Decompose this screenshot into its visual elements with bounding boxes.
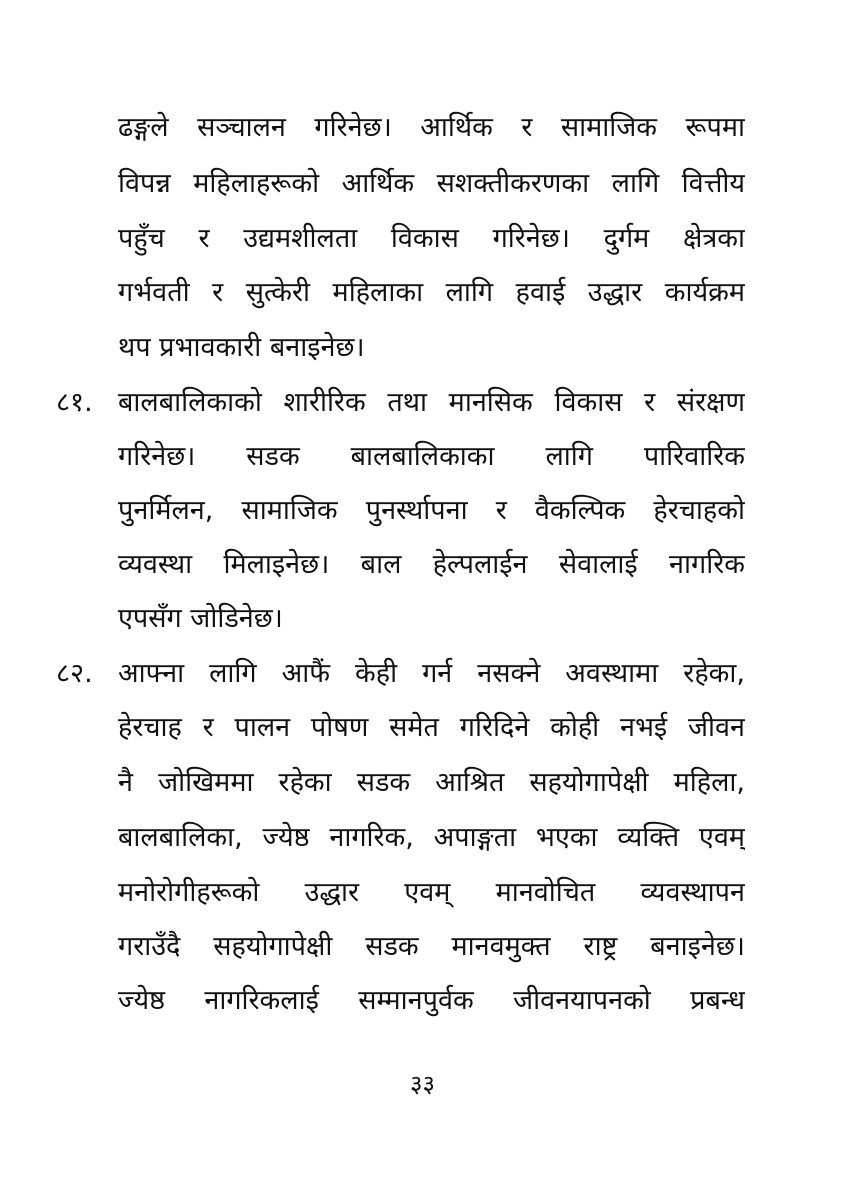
paragraph-number-82: ८२. bbox=[56, 658, 93, 689]
paragraph-81-line-2: गरिनेछ। सडक बालबालिकाका लागि पारिवारिक bbox=[118, 441, 745, 472]
paragraph-81-line-5: एपसँग जोडिनेछ। bbox=[118, 603, 283, 634]
paragraph-81-line-4: व्यवस्था मिलाइनेछ। बाल हेल्पलाईन सेवालाई नागरिक bbox=[118, 549, 745, 580]
paragraph-1-line-4: गर्भवती र सुत्केरी महिलाका लागि हवाई उद्धार कार्यक्रम bbox=[118, 277, 745, 308]
paragraph-81-line-1: बालबालिकाको शारीरिक तथा मानसिक विकास र संरक्षण bbox=[118, 387, 745, 418]
paragraph-1-line-3: पहुँच र उद्यमशीलता विकास गरिनेछ। दुर्गम क्षेत्रका bbox=[118, 223, 745, 254]
paragraph-82-line-5: मनोरोगीहरूको उद्धार एवम् मानवोचित व्यवस्थापन bbox=[118, 877, 745, 908]
paragraph-82-line-3: नै जोखिममा रहेका सडक आश्रित सहयोगापेक्षी महिला, bbox=[118, 767, 745, 798]
paragraph-82-line-2: हेरचाह र पालन पोषण समेत गरिदिने कोही नभई जीवन bbox=[118, 712, 745, 743]
paragraph-82-line-4: बालबालिका, ज्येष्ठ नागरिक, अपाङ्गता भएका व्यक्ति एवम् bbox=[118, 822, 745, 853]
page-number: ३३ bbox=[410, 1070, 435, 1098]
paragraph-82-line-1: आफ्ना लागि आफैं केही गर्न नसक्ने अवस्थामा रहेका, bbox=[118, 658, 745, 689]
paragraph-number-81: ८१. bbox=[56, 387, 93, 418]
paragraph-82-line-6: गराउँदै सहयोगापेक्षी सडक मानवमुक्त राष्ट्र बनाइनेछ। bbox=[118, 931, 745, 962]
paragraph-81-line-3: पुनर्मिलन, सामाजिक पुनर्स्थापना र वैकल्पिक हेरचाहको bbox=[118, 495, 745, 526]
paragraph-1-line-5: थप प्रभावकारी बनाइनेछ। bbox=[118, 332, 365, 363]
paragraph-1-line-1: ढङ्गले सञ्चालन गरिनेछ। आर्थिक र सामाजिक रूपमा bbox=[118, 112, 745, 143]
paragraph-82-line-7: ज्येष्ठ नागरिकलाई सम्मानपुर्वक जीवनयापनको प्रबन्ध bbox=[118, 985, 745, 1016]
paragraph-1-line-2: विपन्न महिलाहरूको आर्थिक सशक्तीकरणका लागि वित्तीय bbox=[118, 168, 745, 199]
